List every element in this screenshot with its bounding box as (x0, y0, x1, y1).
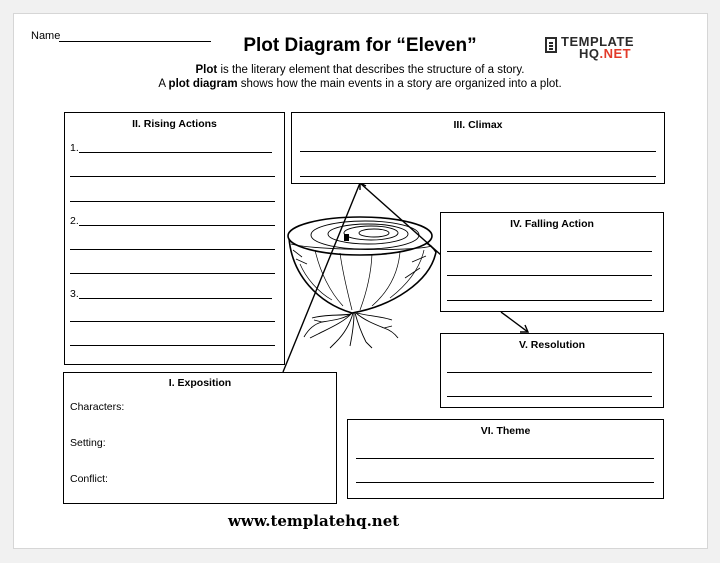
subtitle-bold-plot: Plot (195, 64, 218, 76)
onion-roots (304, 313, 398, 348)
resolution-title: V. Resolution (518, 339, 586, 351)
rising-item-number: 2. (70, 215, 79, 227)
rising-answer-line[interactable] (79, 225, 275, 226)
rising-answer-line[interactable] (70, 176, 275, 177)
rising-answer-line[interactable] (70, 273, 275, 274)
climax-answer-line[interactable] (300, 151, 656, 152)
resolution-box (440, 333, 664, 408)
name-label: Name (31, 30, 61, 42)
theme-box (347, 419, 664, 499)
logo-hq: HQ (579, 46, 600, 61)
falling-action-box (440, 212, 664, 312)
climax-title: III. Climax (453, 119, 503, 131)
theme-answer-line[interactable] (356, 458, 654, 459)
falling-answer-line[interactable] (447, 275, 652, 276)
rising-item-number: 1. (70, 142, 79, 154)
rising-answer-line[interactable] (79, 152, 272, 153)
website-footer: www.templatehq.net (228, 512, 400, 530)
subtitle-text: shows how the main events in a story are organized into a plot. (237, 78, 562, 90)
characters-label: Characters: (70, 401, 125, 413)
subtitle-text: A (158, 78, 169, 90)
rising-answer-line[interactable] (70, 249, 275, 250)
subtitle-text: is the literary element that describes the structure of a story. (217, 64, 525, 76)
falling-answer-line[interactable] (447, 300, 652, 301)
subtitle-bold-plot-diagram: plot diagram (168, 78, 238, 90)
rising-answer-line[interactable] (79, 298, 272, 299)
rising-item-number: 3. (70, 288, 79, 300)
falling-action-title: IV. Falling Action (510, 218, 594, 230)
rising-answer-line[interactable] (70, 321, 275, 322)
rising-answer-line[interactable] (70, 201, 275, 202)
onion-illustration (288, 217, 436, 348)
page-title: Plot Diagram for “Eleven” (243, 35, 477, 56)
climax-box (291, 112, 665, 184)
resolution-answer-line[interactable] (447, 396, 652, 397)
exposition-title: I. Exposition (168, 377, 232, 389)
rising-actions-box (64, 112, 285, 365)
logo-net: .NET (599, 46, 632, 61)
climax-answer-line[interactable] (300, 176, 656, 177)
rising-actions-title: II. Rising Actions (132, 118, 217, 130)
resolution-arrow-line (501, 312, 528, 332)
theme-title: VI. Theme (480, 425, 531, 437)
logo-line-1: TEMPLATE (561, 34, 635, 49)
setting-label: Setting: (70, 437, 106, 449)
falling-answer-line[interactable] (447, 251, 652, 252)
exposition-box (63, 372, 337, 504)
rising-answer-line[interactable] (70, 345, 275, 346)
resolution-answer-line[interactable] (447, 372, 652, 373)
conflict-label: Conflict: (70, 473, 108, 485)
theme-answer-line[interactable] (356, 482, 654, 483)
